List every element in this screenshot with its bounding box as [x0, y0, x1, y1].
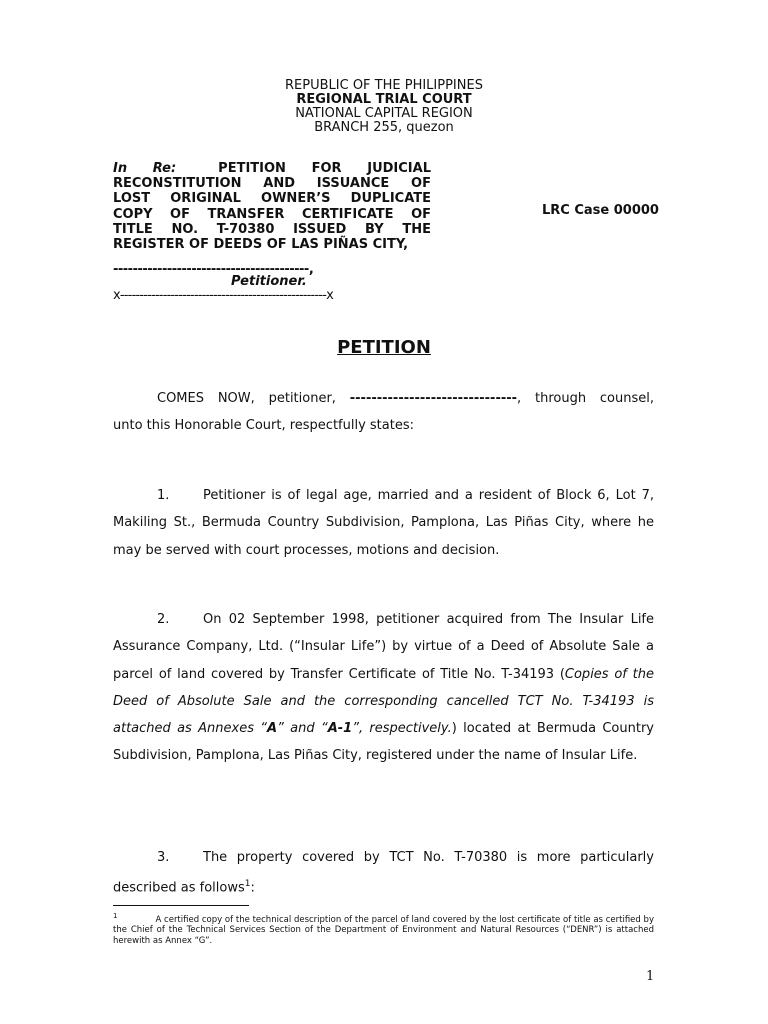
footnote-mark: 1 — [113, 912, 118, 920]
caption-line-4: COPY OF TRANSFER CERTIFICATE OF — [113, 206, 431, 222]
caption-line-6: REGISTER OF DEEDS OF LAS PIÑAS CITY, — [113, 237, 409, 253]
page-number: 1 — [646, 969, 655, 984]
footnote: $^1$ A certified copy of the technical description of the parcel of land covered by the lost certificate of title as certified by the Chief of the Technical Services Section of the Department of Environment and Natural Resources (“DENR”) is attached herewith as Annex “G”. — [113, 912, 654, 946]
paragraph-2: 2. On 02 September 1998, petitioner acquired from The Insular Life Assurance Company, Ltd. (“Insular Life”) by virtue of a Deed of Absolute Sale a parcel of land covered by Transfer Certificate of Title No. T-34193 (Copies of the Deed of Absolute Sale and the corresponding cancelled TCT No. T-34193 is attached as Annexes “A” and “A-1”, respectively.) located at Bermuda Country Subdivision, Pamplona, Las Piñas City, registered under the name of Insular Life. — [113, 606, 654, 770]
header-branch: BRANCH 255, quezon — [314, 120, 454, 135]
caption-line-3: LOST ORIGINAL OWNER’S DUPLICATE — [113, 191, 431, 207]
document-title: PETITION — [337, 337, 431, 358]
header-region: NATIONAL CAPITAL REGION — [295, 106, 473, 121]
case-caption — [113, 161, 431, 252]
petitioner-label: Petitioner. — [231, 274, 307, 289]
caption-separator: x-----------------------------------------------------x — [113, 288, 334, 303]
paragraph-3-number: 3. — [157, 850, 170, 865]
case-number: LRC Case 00000 — [542, 203, 659, 218]
caption-line-2: RECONSTITUTION AND ISSUANCE OF — [113, 176, 431, 192]
footnote-separator — [113, 905, 249, 906]
intro-paragraph: COMES NOW, petitioner, -------------------------------, through counsel, unto this Honorable Court, respectfully states: — [113, 391, 654, 434]
footnote-ref: 1 — [244, 879, 251, 890]
caption-line-1: In Re: PETITION FOR JUDICIAL — [113, 161, 431, 176]
petitioner-blank: ------------------------------- — [349, 391, 518, 406]
paragraph-2-number: 2. — [157, 612, 170, 627]
paragraph-3: 3. The property covered by TCT No. T-70380 is more particularly described as follows$^1$: — [113, 844, 654, 902]
header-republic: REPUBLIC OF THE PHILIPPINES — [285, 78, 483, 93]
paragraph-1-number: 1. — [157, 488, 170, 503]
caption-line-5: TITLE NO. T-70380 ISSUED BY THE — [113, 221, 431, 237]
in-re-label: In Re: — [113, 161, 177, 176]
header-court: REGIONAL TRIAL COURT — [296, 92, 472, 107]
petitioner-name-blank: ----------------------------------------, — [113, 262, 314, 277]
paragraph-1: 1. Petitioner is of legal age, married and a resident of Block 6, Lot 7, Makiling St., Bermuda Country Subdivision, Pamplona, Las Piñas City, where he may be served with court processes, motions and decision. — [113, 482, 654, 564]
